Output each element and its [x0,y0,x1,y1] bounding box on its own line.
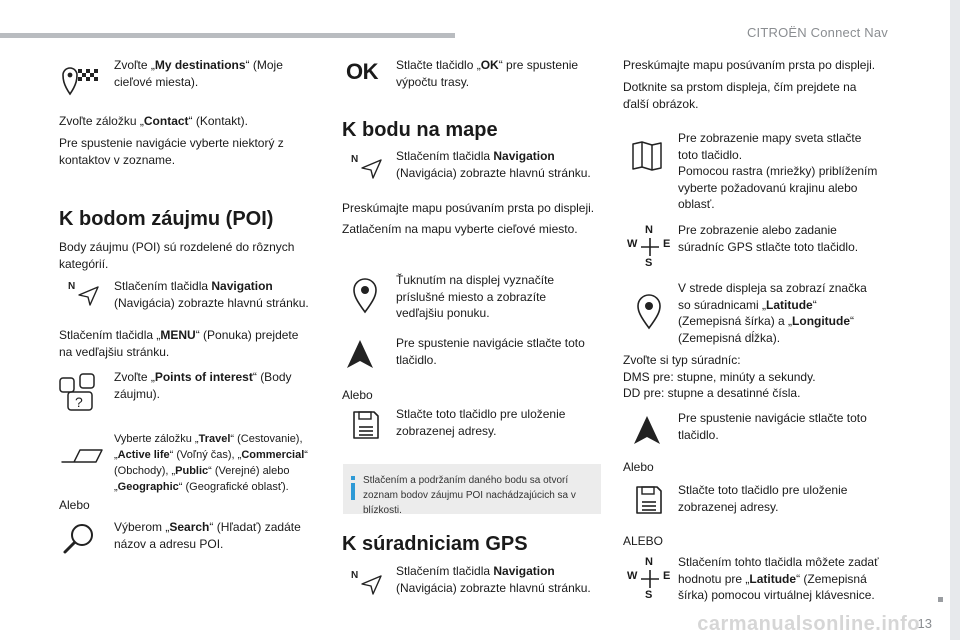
latitude-longitude-text: V strede displeja sa zobrazí značka so súradnicami „Latitude“ (Zemepisná šírka) a „Longitude“ (Zemepisná dĺžka). [678,281,867,345]
menu-text: Stlačením tlačidla „MENU“ (Ponuka) prejdete na vedľajšiu stránku. [59,328,299,359]
save-address-text-2: Stlačte toto tlačidlo pre uloženie zobrazenej adresy. [678,483,848,514]
points-of-interest-icon [58,370,104,412]
compass-e: E [663,238,671,250]
top-rule [0,33,455,38]
location-pin-icon [636,294,662,330]
svg-text:N: N [68,281,76,292]
svg-text:N: N [351,570,359,581]
info-note-text: Stlačením a podržaním daného bodu sa otvorí zoznam bodov záujmu POI nachádzajúcich sa v blízkosti. [363,475,576,516]
tap-display-text: Ťuknutím na displej vyznačíte príslušné miesto a zobrazíte vedľajšiu ponuku. [396,273,555,320]
navigation-arrow-icon [66,279,100,307]
browse-map-text-1: Preskúmajte mapu posúvaním prsta po displeji. [342,201,595,215]
compass-s: S [645,589,653,601]
gps-compass-icon [627,556,673,602]
start-nav-text: Pre spustenie navigácie vyberte niektorý z kontaktov v zozname. [59,136,284,167]
page-header: CITROËN Connect Nav [746,25,888,40]
svg-text:N: N [351,154,359,165]
side-rule [950,0,960,640]
contact-tab-text: Zvoľte záložku „Contact“ (Kontakt). [59,114,248,128]
bullet-marker [938,597,943,602]
compass-w: W [627,238,638,250]
tab-folder-icon [60,446,104,466]
points-of-interest-text: Zvoľte „Points of interest“ (Body záujmu). [114,370,292,401]
navigation-start-icon [345,338,375,370]
watermark: carmanualsonline.info [697,613,920,635]
gps-compass-icon [627,224,673,270]
gps-coordinates-text: Pre zobrazenie alebo zadanie súradníc GPS stlačte toto tlačidlo. [678,223,859,254]
navigation-arrow-icon [349,568,383,596]
info-icon [349,476,357,500]
save-address-text-1: Stlačte toto tlačidlo pre uloženie zobrazenej adresy. [396,407,566,438]
location-pin-icon [352,278,378,314]
search-icon [62,522,96,556]
svg-text:?: ? [75,394,83,410]
navigation-button-text-1: Stlačením tlačidla Navigation (Navigácia) zobrazte hlavnú stránku. [114,279,309,310]
alebo-label-4: ALEBO [623,534,664,548]
start-navigation-text-2: Pre spustenie navigácie stlačte toto tlačidlo. [678,411,867,442]
coordinate-type-text: Zvoľte si typ súradníc: DMS pre: stupne, minúty a sekundy. DD pre: stupne a desatinné čísla. [623,353,816,400]
ok-button-text: Stlačte tlačidlo „OK“ pre spustenie výpočtu trasy. [396,58,579,89]
my-destinations-text: Zvoľte „My destinations“ (Moje cieľové miesta). [114,58,283,89]
poi-heading: K bodom záujmu (POI) [59,208,274,230]
save-disk-icon [635,485,663,515]
map-point-heading: K bodu na mape [342,119,498,141]
alebo-label-3: Alebo [623,460,654,474]
category-tabs-text: Vyberte záložku „Travel“ (Cestovanie), „Active life“ (Voľný čas), „Commercial“ (Obchody), „Public“ (Verejné) alebo „Geographic“ (Geografické oblasť). [114,433,308,493]
navigation-start-icon [632,414,662,446]
compass-s: S [645,257,653,269]
alebo-label-1: Alebo [59,498,90,512]
touch-display-text: Dotknite sa prstom displeja, čím prejdete na ďalší obrázok. [623,80,857,111]
save-disk-icon [352,410,380,440]
info-note [343,464,601,514]
latitude-keyboard-text: Stlačením tohto tlačidla môžete zadať hodnotu pre „Latitude“ (Zemepisná šírka) pomocou virtuálnej klávesnice. [678,555,879,602]
navigation-arrow-icon [349,152,383,180]
poi-intro: Body záujmu (POI) sú rozdelené do rôznych kategórií. [59,240,295,271]
browse-map-text-2: Preskúmajte mapu posúvaním prsta po displeji. [623,58,876,72]
world-map-text: Pre zobrazenie mapy sveta stlačte toto tlačidlo. Pomocou rastra (mriežky) priblížením vyberte požadovanú krajinu alebo oblasť. [678,131,878,211]
gps-heading: K súradniciam GPS [342,533,528,555]
search-text: Výberom „Search“ (Hľadať) zadáte názov a adresu POI. [114,520,301,551]
select-destination-text: Zatlačením na mapu vyberte cieľové miesto. [342,222,578,236]
navigation-button-text-3: Stlačením tlačidla Navigation (Navigácia) zobrazte hlavnú stránku. [396,564,591,595]
navigation-button-text-2: Stlačením tlačidla Navigation (Navigácia) zobrazte hlavnú stránku. [396,149,591,180]
page-number: 13 [917,616,932,631]
start-navigation-text-1: Pre spustenie navigácie stlačte toto tlačidlo. [396,336,585,367]
compass-n: N [645,224,653,236]
compass-e: E [663,570,671,582]
world-map-icon [631,140,663,172]
ok-icon: OK [346,59,378,84]
compass-n: N [645,556,653,568]
destination-flag-icon [58,64,100,100]
alebo-label-2: Alebo [342,388,373,402]
compass-w: W [627,570,638,582]
